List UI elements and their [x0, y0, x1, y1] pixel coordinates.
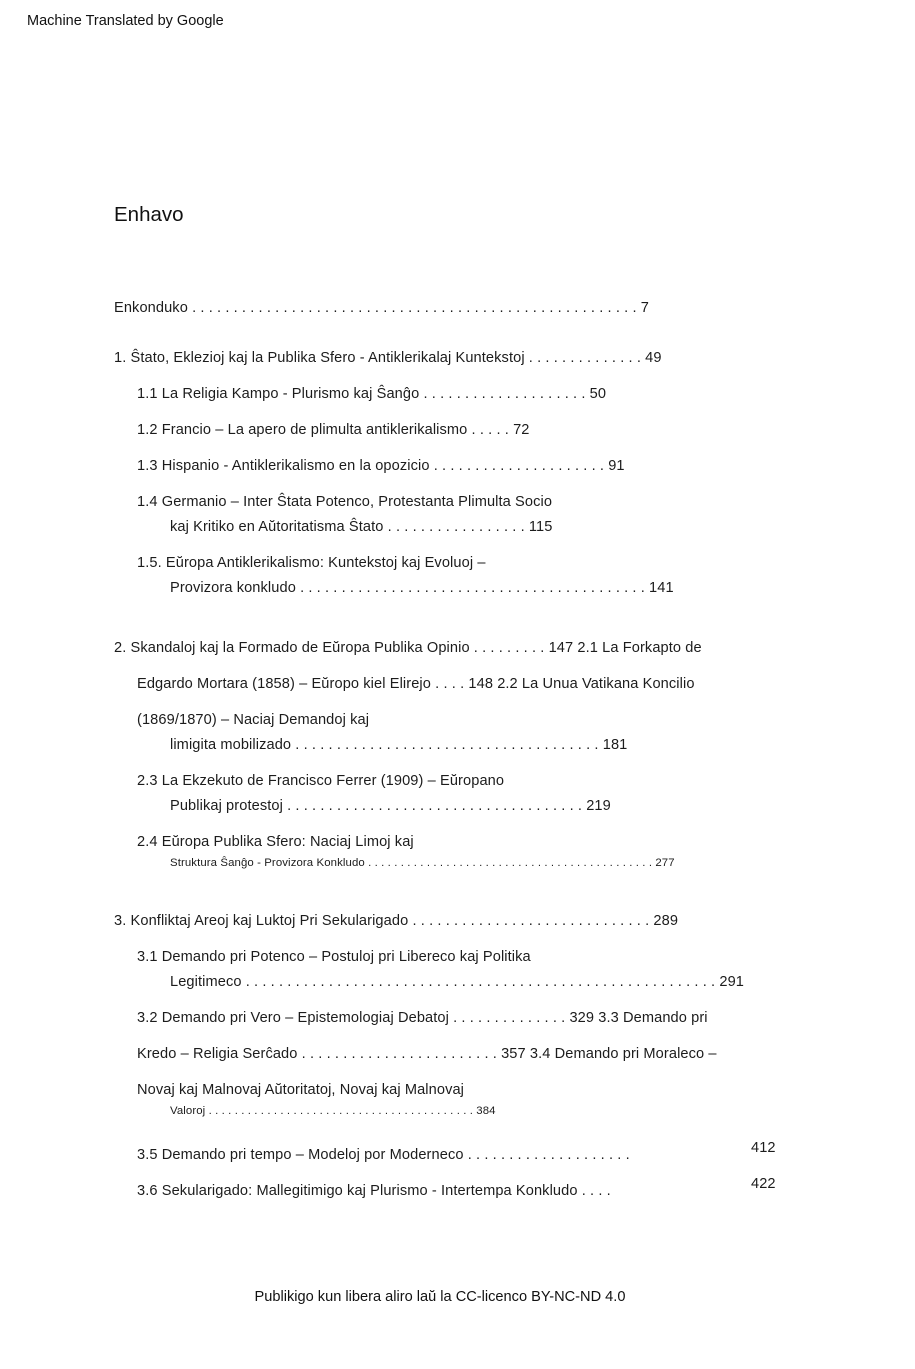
- footer-license-text: Publikigo kun libera aliro laŭ la CC-licenco BY-NC-ND 4.0: [254, 1289, 626, 1305]
- toc-line-text: kaj Kritiko en Aŭtoritatisma Ŝtato . . . . . . . . . . . . . . . . . 115: [170, 519, 553, 535]
- toc-line-text: Struktura Ŝanĝo - Provizora Konkludo . . . . . . . . . . . . . . . . . . . . . . . . . . . . . . . . . . . . . . . . . . . . 277: [170, 857, 675, 869]
- toc-line-text: 3. Konfliktaj Areoj kaj Luktoj Pri Sekularigado . . . . . . . . . . . . . . . . . . . . . . . . . . . . . 289: [114, 913, 679, 929]
- toc-line-text: 2.3 La Ekzekuto de Francisco Ferrer (1909) – Eŭropano: [137, 773, 505, 789]
- toc-line: [114, 856, 915, 871]
- toc-line-text: Legitimeco . . . . . . . . . . . . . . . . . . . . . . . . . . . . . . . . . . . . . . . . . . . . . . . . . . . . . . . . . 291: [170, 974, 745, 990]
- toc-line: [114, 553, 915, 573]
- toc-line-text: (1869/1870) – Naciaj Demandoj kaj: [137, 712, 370, 728]
- toc-line: [114, 384, 915, 404]
- toc-page-number-right: 412: [751, 1140, 776, 1156]
- toc-line-text: 3.6 Sekularigado: Mallegitimigo kaj Plurismo - Intertempa Konkludo . . . .: [137, 1183, 611, 1199]
- toc-line-text: Novaj kaj Malnovaj Aŭtoritatoj, Novaj kaj Malnovaj: [137, 1082, 465, 1098]
- toc-line: [114, 1104, 915, 1119]
- toc-line-text: Publikaj protestoj . . . . . . . . . . . . . . . . . . . . . . . . . . . . . . . . . . . . 219: [170, 798, 611, 814]
- toc-line: [114, 456, 915, 476]
- toc-line: [114, 638, 915, 658]
- toc-line-text: 3.5 Demando pri tempo – Modeloj por Moderneco . . . . . . . . . . . . . . . . . . . .: [137, 1147, 630, 1163]
- toc-line-text: 1.1 La Religia Kampo - Plurismo kaj Ŝanĝo . . . . . . . . . . . . . . . . . . . . 50: [137, 386, 607, 402]
- toc-line-text: 1. Ŝtato, Eklezioj kaj la Publika Sfero - Antiklerikalaj Kuntekstoj . . . . . . . . . . . . . . 49: [114, 350, 662, 366]
- toc-line-text: 1.5. Eŭropa Antiklerikalismo: Kuntekstoj kaj Evoluoj –: [137, 555, 486, 571]
- toc-line-text: Valoroj . . . . . . . . . . . . . . . . . . . . . . . . . . . . . . . . . . . . . . . . . 384: [170, 1105, 496, 1117]
- toc-line: [114, 796, 915, 816]
- toc-line: [114, 832, 915, 852]
- toc-line: [114, 1008, 915, 1028]
- toc-line-text: Edgardo Mortara (1858) – Eŭropo kiel Elirejo . . . . 148 2.2 La Unua Vatikana Koncilio: [137, 676, 695, 692]
- toc-line-text: 2.4 Eŭropa Publika Sfero: Naciaj Limoj kaj: [137, 834, 414, 850]
- toc-line: [114, 348, 915, 368]
- toc-line: [114, 298, 915, 318]
- toc-line-text: 1.4 Germanio – Inter Ŝtata Potenco, Protestanta Plimulta Socio: [137, 494, 553, 510]
- toc-line-text: Enkonduko . . . . . . . . . . . . . . . . . . . . . . . . . . . . . . . . . . . . . . . . . . . . . . . . . . . . . . 7: [114, 300, 649, 316]
- toc-line: [114, 674, 915, 694]
- machine-translated-banner: Machine Translated by Google: [27, 13, 224, 29]
- toc-line-text: 1.3 Hispanio - Antiklerikalismo en la opozicio . . . . . . . . . . . . . . . . . . . . . 91: [137, 458, 625, 474]
- toc-line: [114, 710, 915, 730]
- toc-line: [114, 578, 915, 598]
- toc-line: [114, 1140, 915, 1165]
- toc-line: [114, 947, 915, 967]
- toc-page-number-right: 422: [751, 1176, 776, 1192]
- toc-line-text: Kredo – Religia Serĉado . . . . . . . . . . . . . . . . . . . . . . . . 357 3.4 Demando pri Moraleco –: [137, 1046, 717, 1062]
- toc-line: [114, 517, 915, 537]
- page-title: Enhavo: [114, 203, 184, 226]
- toc-line: [114, 1044, 915, 1064]
- toc-line: [114, 1176, 915, 1201]
- toc-line-text: 1.2 Francio – La apero de plimulta antiklerikalismo . . . . . 72: [137, 422, 530, 438]
- toc-line: [114, 492, 915, 512]
- toc-line-text: Provizora konkludo . . . . . . . . . . . . . . . . . . . . . . . . . . . . . . . . . . . . . . . . . . 141: [170, 580, 674, 596]
- toc-line-text: limigita mobilizado . . . . . . . . . . . . . . . . . . . . . . . . . . . . . . . . . . . . . 181: [170, 737, 628, 753]
- toc-line: [114, 735, 915, 755]
- toc-line-text: 3.1 Demando pri Potenco – Postuloj pri Libereco kaj Politika: [137, 949, 531, 965]
- toc-line: [114, 972, 915, 992]
- toc-line: [114, 420, 915, 440]
- toc-line: [114, 911, 915, 931]
- toc-line: [114, 1080, 915, 1100]
- toc-line-text: 2. Skandaloj kaj la Formado de Eŭropa Publika Opinio . . . . . . . . . 147 2.1 La Forkapto de: [114, 640, 702, 656]
- toc-line: [114, 771, 915, 791]
- table-of-contents: [0, 298, 915, 1201]
- toc-line-text: 3.2 Demando pri Vero – Epistemologiaj Debatoj . . . . . . . . . . . . . . 329 3.3 Demando pri: [137, 1010, 708, 1026]
